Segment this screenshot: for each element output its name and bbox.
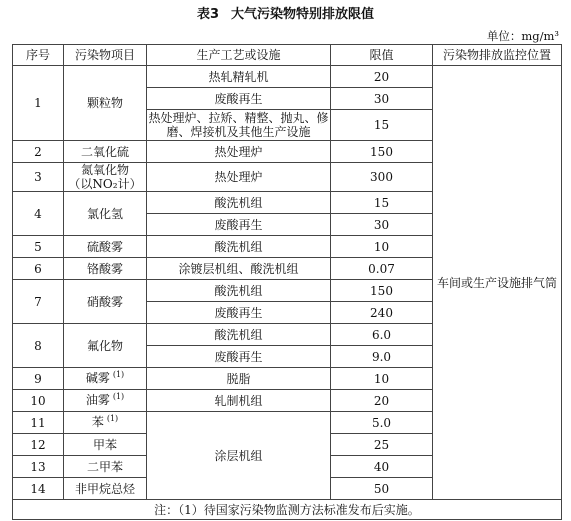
header-monitor-location: 污染物排放监控位置 [433, 45, 562, 66]
row-number: 12 [13, 434, 64, 456]
table-title-text: 大气污染物特别排放限值 [231, 7, 375, 22]
limit-value: 40 [331, 456, 433, 478]
pollutant-name-detail: （以NO₂计） [68, 177, 142, 191]
process-cell: 废酸再生 [147, 88, 331, 110]
header-limit: 限值 [331, 45, 433, 66]
pollutant-name-cell [64, 412, 147, 434]
pollutant-name: 苯 [91, 414, 104, 429]
table-note: 注：（1）待国家污染物监测方法标准发布后实施。 [13, 500, 562, 520]
limit-value: 30 [331, 214, 433, 236]
row-number: 4 [13, 192, 64, 236]
row-number: 11 [13, 412, 64, 434]
table-row [13, 66, 562, 88]
pollutant-name: 甲苯 [64, 434, 147, 456]
limit-value: 150 [331, 141, 433, 163]
pollutant-name: 铬酸雾 [64, 258, 147, 280]
header-row [13, 45, 562, 66]
monitor-location-cell: 车间或生产设施排气筒 [433, 66, 562, 500]
row-number: 9 [13, 368, 64, 390]
process-cell: 轧制机组 [147, 390, 331, 412]
pollutant-name: 氮氧化物 [80, 163, 129, 177]
row-number: 8 [13, 324, 64, 368]
limit-value: 150 [331, 280, 433, 302]
limit-value: 10 [331, 236, 433, 258]
footnote-mark: (1) [112, 369, 125, 379]
row-number: 6 [13, 258, 64, 280]
process-cell: 热轧精轧机 [147, 66, 331, 88]
header-serial-number: 序号 [13, 45, 64, 66]
row-number: 14 [13, 478, 64, 500]
pollutant-name: 氯化氢 [64, 192, 147, 236]
row-number: 1 [13, 66, 64, 141]
note-row [13, 500, 562, 520]
row-number: 5 [13, 236, 64, 258]
process-cell: 酸洗机组 [147, 192, 331, 214]
process-cell: 酸洗机组 [147, 280, 331, 302]
pollutant-name: 氟化物 [64, 324, 147, 368]
pollutant-name-cell [64, 163, 147, 192]
pollutant-name: 硫酸雾 [64, 236, 147, 258]
pollutant-name: 油雾 [85, 392, 110, 407]
limit-value: 30 [331, 88, 433, 110]
footnote-mark: (1) [112, 391, 125, 401]
pollutant-name-cell [64, 390, 147, 412]
pollutant-name: 非甲烷总烃 [64, 478, 147, 500]
row-number: 13 [13, 456, 64, 478]
process-cell: 涂层机组 [147, 412, 331, 500]
process-cell: 废酸再生 [147, 346, 331, 368]
limit-value: 9.0 [331, 346, 433, 368]
limit-value: 240 [331, 302, 433, 324]
table-number: 表3 [196, 7, 220, 22]
footnote-mark: (1) [106, 413, 119, 423]
limit-value: 20 [331, 390, 433, 412]
pollutant-name: 二甲苯 [64, 456, 147, 478]
limit-value: 25 [331, 434, 433, 456]
row-number: 3 [13, 163, 64, 192]
limit-value: 300 [331, 163, 433, 192]
pollutant-name: 二氧化硫 [64, 141, 147, 163]
limit-value: 15 [331, 110, 433, 141]
pollutant-name-cell [64, 368, 147, 390]
process-cell: 废酸再生 [147, 302, 331, 324]
row-number: 7 [13, 280, 64, 324]
limit-value: 50 [331, 478, 433, 500]
table-title [0, 6, 571, 24]
limit-value: 20 [331, 66, 433, 88]
process-cell: 脱脂 [147, 368, 331, 390]
limit-value: 0.07 [331, 258, 433, 280]
row-number: 10 [13, 390, 64, 412]
emission-limits-table [12, 44, 562, 520]
process-cell: 酸洗机组 [147, 324, 331, 346]
unit-label: 单位：mg/m³ [486, 29, 559, 43]
limit-value: 10 [331, 368, 433, 390]
process-cell: 酸洗机组 [147, 236, 331, 258]
process-cell: 热处理炉 [147, 163, 331, 192]
limit-value: 15 [331, 192, 433, 214]
process-cell: 涂镀层机组、酸洗机组 [147, 258, 331, 280]
pollutant-name: 硝酸雾 [64, 280, 147, 324]
process-cell: 热处理炉 [147, 141, 331, 163]
limit-value: 5.0 [331, 412, 433, 434]
header-pollutant: 污染物项目 [64, 45, 147, 66]
limit-value: 6.0 [331, 324, 433, 346]
row-number: 2 [13, 141, 64, 163]
process-cell: 热处理炉、拉矫、精整、抛丸、修磨、焊接机及其他生产设施 [148, 111, 329, 139]
pollutant-name: 碱雾 [85, 370, 110, 385]
header-process: 生产工艺或设施 [147, 45, 331, 66]
process-cell: 废酸再生 [147, 214, 331, 236]
pollutant-name: 颗粒物 [64, 66, 147, 141]
